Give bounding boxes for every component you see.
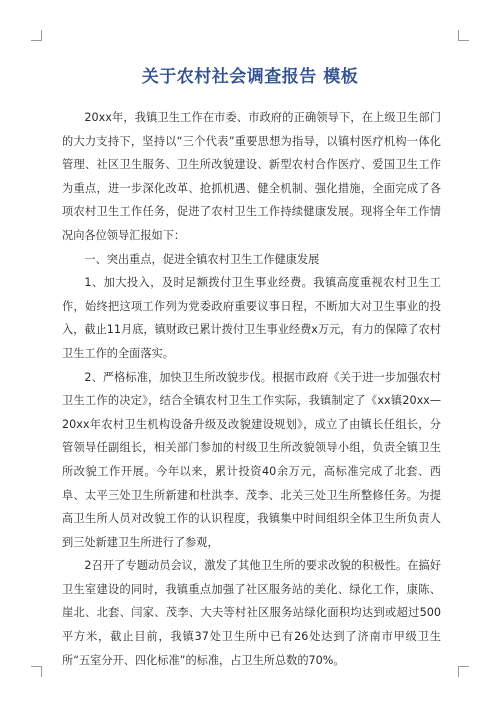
crop-mark-top-right [458,30,469,41]
document-body [62,106,441,672]
crop-mark-top-left [31,30,42,41]
paragraph-intro: 20xx年，我镇卫生工作在市委、市政府的正确领导下，在上级卫生部门的大力支持下，坚持以“三个代表”重要思想为指导，以镇村医疗机构一体化管理、社区卫生服务、卫生所改貌建设、新型农村合作医疗、爱国卫生工作为重点，进一步深化改革、抢抓机遇、健全机制、强化措施，全面完成了各项农村卫生工作任务，促进了农村卫生工作持续健康发展。现将全年工作情况向各位领导汇报如下： [62,111,441,242]
crop-mark-bottom-right [458,666,469,677]
crop-mark-bottom-left [31,666,42,677]
paragraph-funding: 1、加大投入，及时足额拨付卫生事业经费。我镇高度重视农村卫生工作，始终把这项工作列为党委政府重要议事日程，不断加大对卫生事业的投入，截止11月底，镇财政已累计拨付卫生事业经费x万元，有力的保障了农村卫生工作的全面落实。 [62,276,441,360]
paragraph-mobilization: 2召开了专题动员会议，激发了其他卫生所的要求改貌的积极性。在搞好卫生室建设的同时，我镇重点加强了社区服务站的美化、绿化工作，康陈、崖北、北套、闫家、茂李、大夫等村社区服务站绿化面积均达到或超过500平方米，截止目前，我镇37处卫生所中已有26处达到了济南市甲级卫生所“五室分开、四化标准”的标准，占卫生所总数的70%。 [62,559,441,667]
paragraph-standards: 2、严格标准，加快卫生所改貌步伐。根据市政府《关于进一步加强农村卫生工作的决定》，结合全镇农村卫生工作实际，我镇制定了《xx镇20xx—20xx年农村卫生机构设备升级及改貌建设规划》，成立了由镇长任组长，分管领导任副组长，相关部门参加的村级卫生所改貌领导小组，负责全镇卫生所改貌工作开展。今年以来，累计投资40余万元，高标准完成了北套、西阜、太平三处卫生所新建和杜洪李、茂李、北关三处卫生所整修任务。为提高卫生所人员对改貌工作的认识程度，我镇集中时间组织全体卫生所负责人到三处新建卫生所进行了参观， [62,370,441,549]
section-heading: 一、突出重点，促进全镇农村卫生工作健康发展 [84,252,320,266]
document-title: 关于农村社会调查报告 模板 [141,67,359,87]
